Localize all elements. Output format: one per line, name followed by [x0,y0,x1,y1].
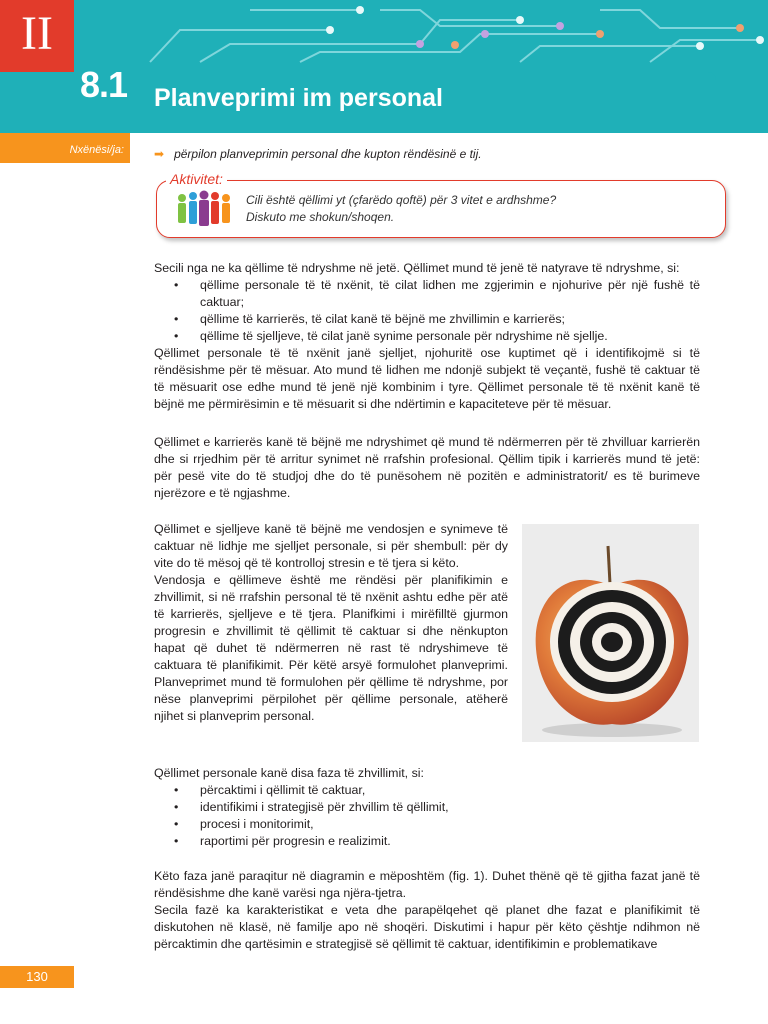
activity-instruction: Diskuto me shokun/shoqen. [246,210,395,224]
list-item: • përcaktimi i qëllimit të caktuar, [154,782,700,799]
page-number: 130 [26,969,48,984]
section-goal-types [154,260,700,413]
paragraph: Vendosja e qëllimeve është me rëndësi për planifikimin e zhvillimit, si në rrafshin personal të të nxënit ashtu edhe për atë të karrierës, sjelljeve e të tjera. Planifkimi i mirëfilltë gjurmon progresin e zhvillimit të qëllimit të caktuar si dhe nënkupton hapat që duhet të ndërmerren në rast të ndryshimeve të caktuara të planifikimit. Për këtë arsyë formulohet planveprimi. Planveprimet mund të formulohen për qëllime të ndryshme, por nëse planveprimi përpilohet për qëllime personale, atëherë njihet si planveprim personal. [154,573,508,723]
section-behavior-goals [154,521,508,725]
apple-target-image [522,524,699,742]
list-item: • qëllime personale të të nxënit, të cilat lidhen me zgjerimin e njohurive për një fushë të caktuar; [154,277,700,311]
section-phases [154,765,700,850]
paragraph: Secili nga ne ka qëllime të ndryshme në jetë. Qëllimet mund të jenë të natyrave të ndryshme, si: [154,261,680,275]
section-diagram-intro [154,868,700,953]
page-number-box [0,966,74,988]
paragraph: Këto faza janë paraqitur në diagramin e mëposhtëm (fig. 1). Duhet thënë që të gjitha fazat janë të rëndësishme dhe kanë varësi nga njëra-tjetra. [154,869,700,900]
learning-objective [154,147,482,161]
paragraph: Qëllimet e sjelljeve kanë të bëjnë me vendosjen e synimeve të caktuar në lidhje me sjelljet personale, si për shembull: për dy vite do të mësoj që të kontrolloj stresin e të tjera si këto. [154,522,508,570]
students-label: Nxënësi/ja: [69,144,124,156]
paragraph: Secila fazë ka karakteristikat e veta dhe parapëlqehet që planet dhe fazat e planifikimit të diskutohen në klasë, në familje apo në shoqëri. Diskutimi i hapur për këto çështje ndihmon në përcaktimin dhe qartësimin e strategjisë së qëllimit të caktuar, identifikimin e problematikave [154,903,700,951]
page-title: Planveprimi im personal [154,84,443,112]
list-item: • identifikimi i strategjisë për zhvillim të qëllimit, [154,799,700,816]
apple-target-graphic [522,524,699,742]
section-career-goals [154,434,700,502]
orange-divider [0,133,130,141]
activity-question: Cili është qëllimi yt (çfarëdo qoftë) për 3 vitet e ardhshme? [246,193,557,207]
list-item: • raportimi për progresin e realizimit. [154,833,700,850]
activity-label: Aktivitet: [166,171,227,187]
phases-list [154,782,700,850]
objective-text: përpilon planveprimin personal dhe kupton rëndësinë e tij. [174,147,482,161]
list-item: • qëllime të karrierës, të cilat kanë të bëjnë me zhvillimin e karrierës; [154,311,700,328]
page-header [0,0,768,133]
goal-types-list [154,277,700,345]
paragraph: Qëllimet e karrierës kanë të bëjnë me ndryshimet që mund të ndërmerren për të zhvilluar karrierën dhe si rrjedhim për të arritur synimet në rrafshin profesional. Qëllim tipik i karrierës mund të jetë: për pesë vite do të studjoj dhe do të punësohem në pozitën e administratorit/ es të burimeve njerëzore e të ngjashme. [154,435,700,500]
students-label-box [0,141,130,163]
paragraph: Qëllimet personale të të nxënit janë sjelljet, njohuritë ose kuptimet që i identifikojmë si të rëndësishme për të mësuar. Ato mund të lidhen me ndonjë subjekt të veçantë, fushë të caktuar të të mësuarit ose edhe mund të jenë një kombinim i tyre. Qëllimet personale të të nxënit kanë të bëjnë me përmirësimin e të mësuarit si dhe ndërtimin e kapaciteteve për të mësuar. [154,346,700,411]
people-group-icon [176,190,238,230]
chapter-badge [0,0,74,72]
activity-text [246,192,556,226]
section-number: 8.1 [80,64,128,105]
arrow-right-icon: ➡ [154,147,165,161]
list-item: • qëllime të sjelljeve, të cilat janë synime personale për ndryshime në sjellje. [154,328,700,345]
chapter-number: II [21,7,53,60]
list-item: • procesi i monitorimit, [154,816,700,833]
paragraph: Qëllimet personale kanë disa faza të zhvillimit, si: [154,766,424,780]
